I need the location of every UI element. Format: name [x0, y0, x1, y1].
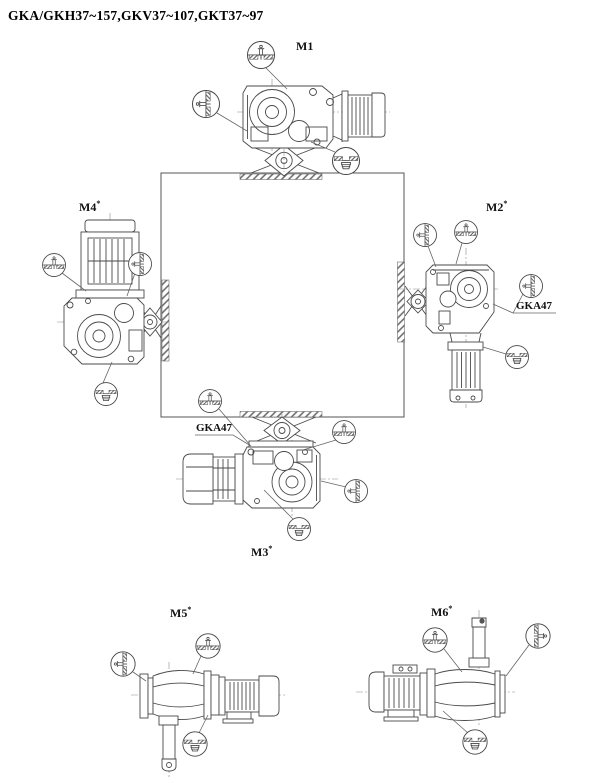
oil-level-plug-icon: [526, 624, 550, 648]
gear-unit-m1-drawing: [237, 79, 390, 176]
mounting-surface-icon: [162, 280, 169, 361]
oil-level-plug-icon: [111, 652, 135, 676]
vent-plug-icon: [43, 254, 66, 277]
oil-drain-plug-icon: [95, 383, 118, 406]
vent-plug-icon: [455, 221, 478, 244]
oil-level-plug-icon: [414, 224, 437, 247]
oil-level-plug-icon: [345, 480, 368, 503]
gear-unit-m5-drawing: [131, 662, 287, 778]
oil-drain-plug-icon: [333, 148, 360, 175]
oil-level-plug-icon: [520, 275, 543, 298]
vent-plug-icon: [248, 42, 275, 69]
oil-drain-plug-icon: [506, 346, 529, 369]
vent-plug-icon: [423, 628, 447, 652]
position-label-m1: M1: [296, 39, 314, 53]
oil-drain-plug-icon: [463, 730, 487, 754]
position-label-m5: M5*: [170, 605, 192, 620]
gear-unit-m2-drawing: [400, 248, 500, 408]
oil-level-plug-icon: [129, 253, 152, 276]
oil-drain-plug-icon: [183, 732, 207, 756]
oil-level-plug-icon: [193, 91, 220, 118]
position-label-m4: M4*: [79, 199, 101, 214]
output-flange-icon: [264, 417, 300, 444]
vent-plug-icon: [333, 421, 356, 444]
model-note-gka47-m3: GKA47: [196, 422, 233, 434]
mounting-surface-icon: [240, 412, 322, 418]
mounting-surface-icon: [398, 262, 405, 342]
vent-plug-icon: [199, 390, 222, 413]
model-note-gka47-m2: GKA47: [516, 300, 553, 312]
gear-unit-m4-drawing: [57, 213, 170, 364]
mounting-cube-square: [161, 173, 405, 417]
position-label-m2: M2*: [486, 199, 508, 214]
position-label-m3: M3*: [251, 544, 273, 559]
mounting-surface-icon: [240, 174, 322, 180]
oil-drain-plug-icon: [288, 518, 311, 541]
page-title: GKA/GKH37~157,GKV37~107,GKT37~97: [8, 8, 264, 23]
gear-unit-m6-drawing: [356, 610, 515, 726]
vent-plug-icon: [196, 634, 220, 658]
position-label-m6: M6*: [431, 604, 453, 619]
